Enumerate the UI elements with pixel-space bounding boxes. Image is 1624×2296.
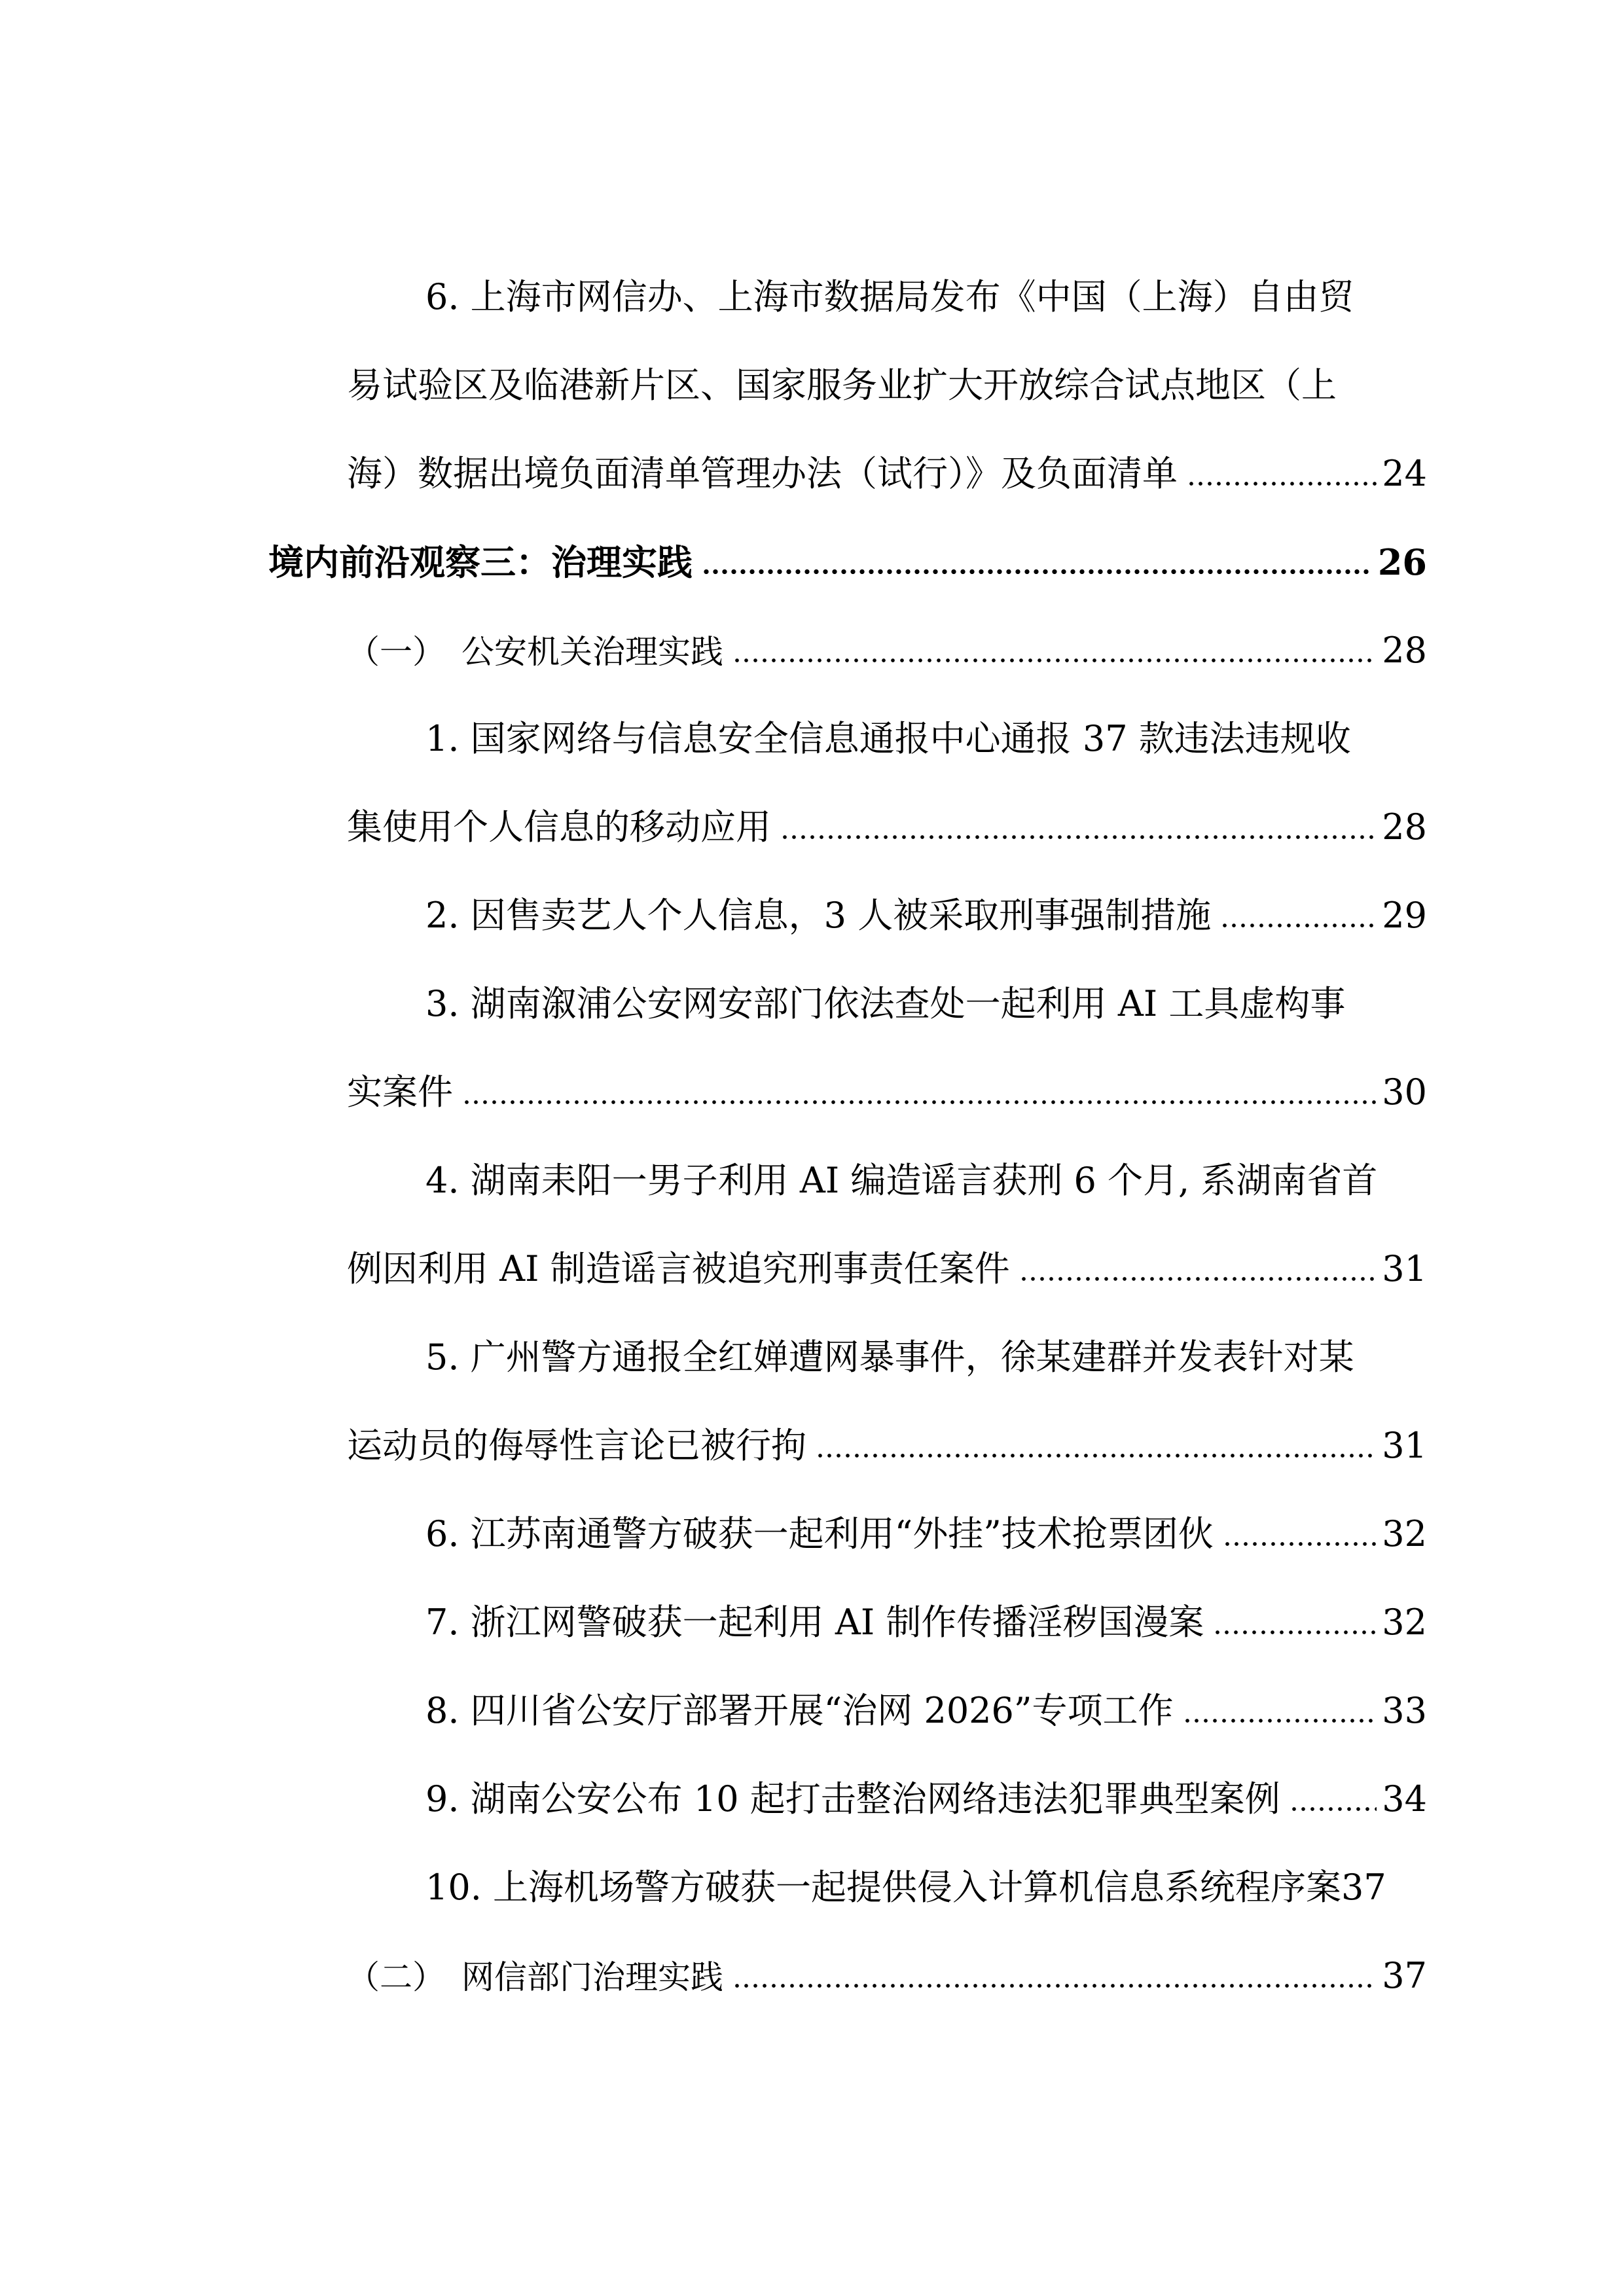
toc-entry[interactable] [425,877,1427,942]
leader-dots [1183,1704,1377,1723]
toc-entry[interactable] [425,1496,1427,1561]
toc-entry[interactable] [425,259,1427,324]
toc-entry[interactable] [425,1849,1447,1914]
toc-entry-text: 9. 湖南公安公布 10 起打击整治网络违法犯罪典型案例 [425,1778,1280,1820]
toc-entry-page: 29 [1382,895,1427,936]
leader-dots [1213,1615,1377,1635]
toc-entry-text: 集使用个人信息的移动应用 [347,806,771,848]
toc-entry-page: 26 [1377,541,1427,583]
toc-entry[interactable] [347,347,1427,412]
toc-entry-page: 33 [1382,1690,1427,1731]
toc-entry[interactable] [347,1407,1427,1473]
toc-entry-text: 6. 上海市网信办、上海市数据局发布《中国（上海）自由贸 [425,276,1354,317]
toc-chapter-entry[interactable] [268,524,1427,589]
toc-entry-page: 31 [1382,1248,1427,1289]
leader-dots [1290,1792,1377,1812]
toc-entry-page: 32 [1382,1513,1427,1554]
toc-entry-text: 10. 上海机场警方破获一起提供侵入计算机信息系统程序案 [425,1867,1342,1908]
toc-entry-text: 运动员的侮辱性言论已被行拘 [347,1425,806,1466]
toc-entry-text: （一） 公安机关治理实践 [347,633,723,671]
toc-entry[interactable] [425,1584,1427,1649]
toc-entry-text: 易试验区及临港新片区、国家服务业扩大开放综合试点地区（上 [347,365,1337,406]
leader-dots [1019,1262,1377,1282]
toc-section-entry[interactable] [347,1937,1427,2003]
toc-entry-page: 24 [1382,453,1427,494]
leader-dots [702,555,1373,575]
toc-entry[interactable] [425,1761,1427,1826]
toc-entry-page: 34 [1382,1778,1427,1820]
toc-entry-text: 2. 因售卖艺人个人信息，3 人被采取刑事强制措施 [425,895,1212,936]
toc-entry-text: 境内前沿观察三：治理实践 [268,541,693,583]
toc-entry-text: 实案件 [347,1071,453,1113]
toc-entry[interactable] [347,435,1427,501]
toc-entry[interactable] [425,1672,1427,1738]
toc-entry[interactable] [347,1054,1427,1119]
leader-dots [732,643,1377,663]
toc-entry-text: 6. 江苏南通警方破获一起利用“外挂”技术抢票团伙 [425,1513,1214,1554]
leader-dots [1223,1527,1377,1547]
toc-entry[interactable] [425,700,1427,766]
leader-dots [1220,908,1377,928]
toc-entry-page: 30 [1382,1071,1427,1113]
toc-entry[interactable] [425,1142,1427,1208]
toc-entry-text: 海）数据出境负面清单管理办法（试行）》及负面清单 [347,453,1178,494]
toc-entry[interactable] [347,789,1427,854]
leader-dots [732,1969,1377,1988]
toc-entry[interactable] [347,1230,1427,1296]
leader-dots [1187,467,1377,486]
toc-entry-page: 31 [1382,1425,1427,1466]
toc-entry-page: 37 [1341,1867,1386,1908]
toc-section-entry[interactable] [347,612,1427,677]
toc-entry-text: 8. 四川省公安厅部署开展“治网 2026”专项工作 [425,1690,1174,1731]
toc-entry-page: 32 [1382,1602,1427,1643]
toc-entry-text: 7. 浙江网警破获一起利用 AI 制作传播淫秽国漫案 [425,1602,1204,1643]
toc-entry-text: 4. 湖南耒阳一男子利用 AI 编造谣言获刑 6 个月, 系湖南省首 [425,1160,1378,1201]
toc-entry[interactable] [425,965,1427,1031]
leader-dots [780,820,1377,840]
toc-entry-text: 1. 国家网络与信息安全信息通报中心通报 37 款违法违规收 [425,718,1351,759]
toc-entry-page: 28 [1382,630,1427,671]
toc-entry-page: 28 [1382,806,1427,848]
leader-dots [816,1439,1377,1458]
toc-entry[interactable] [425,1319,1427,1384]
toc-entry-text: （二） 网信部门治理实践 [347,1958,723,1996]
toc-entry-text: 3. 湖南溆浦公安网安部门依法查处一起利用 AI 工具虚构事 [425,983,1346,1024]
leader-dots [462,1085,1377,1105]
toc-entry-text: 5. 广州警方通报全红婵遭网暴事件，徐某建群并发表针对某 [425,1336,1354,1378]
toc-entry-page: 37 [1382,1955,1427,1996]
toc-entry-text: 例因利用 AI 制造谣言被追究刑事责任案件 [347,1248,1010,1289]
